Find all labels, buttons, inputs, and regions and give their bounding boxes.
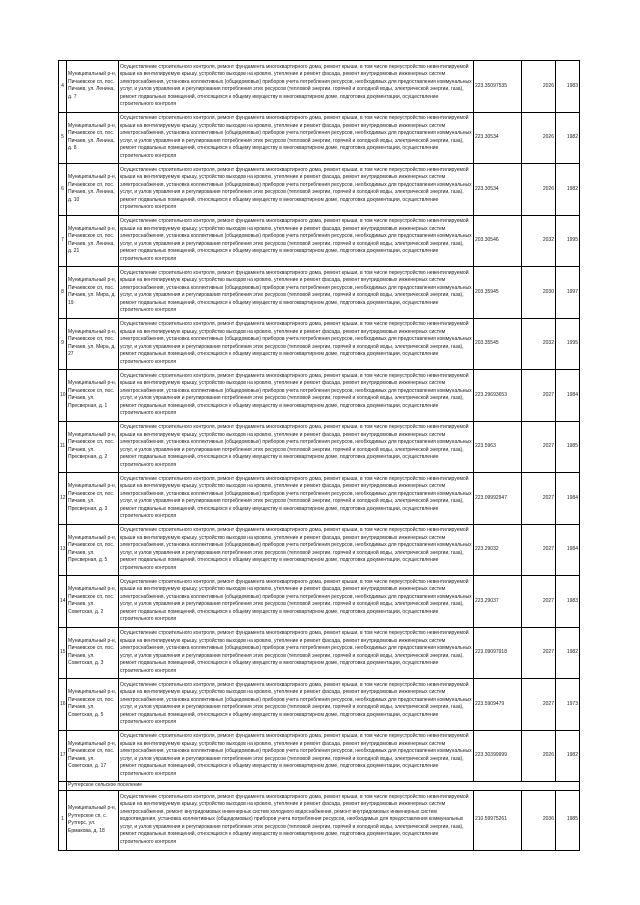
address-cell: Муниципальный р-н, Пичаевское сп, пос. Пичаев, ул. Пресверная, д. 5	[67, 524, 119, 576]
work-description-cell: Осуществление строительного контроля, ремонт фундамента многоквартирного дома, ремонт крыши, в том числе переустройство невентилируемой крыши на вентилируемую крышу, устройство выходов на кровлю, утепление и ремонт фасада, ремонт внутридомовых инженерных систем электроснабжения, установка коллективных (общедомовых) приборов учета потребления ресурсов, необходимых для предоставления коммунальных услуг, и узлов управления и регулирования потребления этих ресурсов (тепловой энергии, горячей и холодной воды, электрической энергии, газа), ремонт подвальных помещений, относящихся к общему имуществу в многоквартирном доме, подготовка документации, осуществление строительного контроля	[119, 679, 474, 731]
built-year-cell: 1983	[556, 61, 580, 113]
table-row	[59, 473, 580, 525]
section-spacer	[59, 782, 67, 791]
work-description-cell: Осуществление строительного контроля, ремонт фундамента многоквартирного дома, ремонт крыши, в том числе переустройство невентилируемой крыши на вентилируемую крышу, устройство выходов на кровлю, утепление и ремонт фасада, ремонт внутридомовых инженерных систем электроснабжения, установка коллективных (общедомовых) приборов учета потребления ресурсов, необходимых для предоставления коммунальных услуг, и узлов управления и регулирования потребления этих ресурсов (тепловой энергии, горячей и холодной воды, электрической энергии, газа), ремонт подвальных помещений, относящихся к общему имуществу в многоквартирном доме, подготовка документации, осуществление строительного контроля	[119, 267, 474, 319]
planned-year-cell: 2030	[522, 267, 556, 319]
address-cell: Муниципальный р-н, Пичаевское сп, пос. Пичаев, ул. Пресверная, д. 1	[67, 370, 119, 422]
work-description-cell: Осуществление строительного контроля, ремонт фундамента многоквартирного дома, ремонт крыши, в том числе переустройство невентилируемой крыши на вентилируемую крышу, устройство выходов на кровлю, утепление и ремонт фасада, ремонт внутридомовых инженерных систем электроснабжения, установка коллективных (общедомовых) приборов учета потребления ресурсов, необходимых для предоставления коммунальных услуг, и узлов управления и регулирования потребления этих ресурсов (тепловой энергии, горячей и холодной воды, электрической энергии, газа), ремонт подвальных помещений, относящихся к общему имуществу в многоквартирном доме, подготовка документации, осуществление строительного контроля	[119, 473, 474, 525]
cost-cell: 223.5963	[474, 421, 522, 473]
address-cell: Муниципальный р-н, Пичаевское сп, пос. Пичаев, ул. Советская, д. 17	[67, 730, 119, 782]
table-row	[59, 267, 580, 319]
table-row	[59, 421, 580, 473]
cost-cell: 203.35945	[474, 267, 522, 319]
work-description-cell: Осуществление строительного контроля, ремонт фундамента многоквартирного дома, ремонт крыши, в том числе переустройство невентилируемой крыши на вентилируемую крышу, устройство выходов на кровлю, утепление и ремонт фасада, ремонт внутридомовых инженерных систем электроснабжения, установка коллективных (общедомовых) приборов учета потребления ресурсов, необходимых для предоставления коммунальных услуг, и узлов управления и регулирования потребления этих ресурсов (тепловой энергии, горячей и холодной воды, электрической энергии, газа), ремонт подвальных помещений, относящихся к общему имуществу в многоквартирном доме, подготовка документации, осуществление строительного контроля	[119, 164, 474, 216]
address-cell: Муниципальный р-н, Пичаевское сп, пос. Пичаев, ул. Ленина, д. 10	[67, 164, 119, 216]
table-row	[59, 164, 580, 216]
built-year-cell: 1982	[556, 164, 580, 216]
document-page	[58, 60, 579, 851]
row-number: 7	[59, 215, 67, 267]
work-description-cell: Осуществление строительного контроля, ремонт фундамента многоквартирного дома, ремонт крыши, в том числе переустройство невентилируемой крыши на вентилируемую крышу, устройство выходов на кровлю, утепление и ремонт фасада, ремонт внутридомовых инженерных систем электроснабжения, установка коллективных (общедомовых) приборов учета потребления ресурсов, необходимых для предоставления коммунальных услуг, и узлов управления и регулирования потребления этих ресурсов (тепловой энергии, горячей и холодной воды, электрической энергии, газа), ремонт подвальных помещений, относящихся к общему имуществу в многоквартирном доме, подготовка документации, осуществление строительного контроля	[119, 318, 474, 370]
planned-year-cell: 2027	[522, 524, 556, 576]
work-description-cell: Осуществление строительного контроля, ремонт фундамента многоквартирного дома, ремонт крыши, в том числе переустройство невентилируемой крыши на вентилируемую крышу, устройство выходов на кровлю, утепление и ремонт фасада, ремонт внутридомовых инженерных систем электроснабжения, установка коллективных (общедомовых) приборов учета потребления ресурсов, необходимых для предоставления коммунальных услуг, и узлов управления и регулирования потребления этих ресурсов (тепловой энергии, горячей и холодной воды, электрической энергии, газа), ремонт подвальных помещений, относящихся к общему имуществу в многоквартирном доме, подготовка документации, осуществление строительного контроля	[119, 215, 474, 267]
table-row	[59, 524, 580, 576]
cost-cell: 223.29032	[474, 524, 522, 576]
planned-year-cell: 2026	[522, 730, 556, 782]
address-cell: Муниципальный р-н, Пичаевское сп, пос. Пичаев, ул. Пресверная, д. 2	[67, 421, 119, 473]
address-cell: Муниципальный р-н, Пичаевское сп, пос. Пичаев, ул. Советская, д. 2	[67, 576, 119, 628]
built-year-cell: 1984	[556, 473, 580, 525]
row-number: 9	[59, 318, 67, 370]
cost-cell: 223.35097535	[474, 61, 522, 113]
planned-year-cell: 2036	[522, 790, 556, 850]
work-description-cell: Осуществление строительного контроля, ремонт фундамента многоквартирного дома, ремонт крыши, в том числе переустройство невентилируемой крыши на вентилируемую крышу, устройство выходов на кровлю, утепление и ремонт фасада, ремонт внутридомовых инженерных систем электроснабжения, установка коллективных (общедомовых) приборов учета потребления ресурсов, необходимых для предоставления коммунальных услуг, и узлов управления и регулирования потребления этих ресурсов (тепловой энергии, горячей и холодной воды, электрической энергии, газа), ремонт подвальных помещений, относящихся к общему имуществу в многоквартирном доме, подготовка документации, осуществление строительного контроля	[119, 524, 474, 576]
row-number: 5	[59, 112, 67, 164]
planned-year-cell: 2026	[522, 164, 556, 216]
address-cell: Муниципальный р-н, Пичаевское сп, пос. Пичаев, ул. Мира, д. 27	[67, 318, 119, 370]
address-cell: Муниципальный р-н, Пичаевское сп, пос. Пичаев, ул. Советская, д. 3	[67, 627, 119, 679]
cost-cell: 223.30534	[474, 164, 522, 216]
row-number: 11	[59, 421, 67, 473]
section-header-row	[59, 782, 580, 791]
cost-cell: 203.35545	[474, 318, 522, 370]
built-year-cell: 1995	[556, 215, 580, 267]
row-number: 15	[59, 627, 67, 679]
cost-cell: 223.5909479	[474, 679, 522, 731]
address-cell: Муниципальный р-н, Пичаевское сп, пос. Пичаев, ул. Ленина, д. 7	[67, 61, 119, 113]
section-title: Рутгерское сельское поселение	[67, 782, 580, 791]
row-number: 17	[59, 730, 67, 782]
table-row	[59, 215, 580, 267]
built-year-cell: 1997	[556, 267, 580, 319]
built-year-cell: 1985	[556, 421, 580, 473]
table-row	[59, 679, 580, 731]
cost-cell: 210.59975261	[474, 790, 522, 850]
table-row	[59, 318, 580, 370]
cost-cell: 203.30546	[474, 215, 522, 267]
built-year-cell: 1973	[556, 679, 580, 731]
table-row	[59, 730, 580, 782]
row-number: 16	[59, 679, 67, 731]
table-row	[59, 790, 580, 850]
planned-year-cell: 2026	[522, 112, 556, 164]
cost-cell: 223.30399999	[474, 730, 522, 782]
planned-year-cell: 2027	[522, 370, 556, 422]
row-number: 1	[59, 790, 67, 850]
work-description-cell: Осуществление строительного контроля, ремонт фундамента многоквартирного дома, ремонт крыши, в том числе переустройство невентилируемой крыши на вентилируемую крышу, устройство выходов на кровлю, утепление и ремонт фасада, ремонт внутридомовых инженерных систем электроснабжения, установка коллективных (общедомовых) приборов учета потребления ресурсов, необходимых для предоставления коммунальных услуг, и узлов управления и регулирования потребления этих ресурсов (тепловой энергии, горячей и холодной воды, электрической энергии, газа), ремонт подвальных помещений, относящихся к общему имуществу в многоквартирном доме, подготовка документации, осуществление строительного контроля	[119, 112, 474, 164]
built-year-cell: 1982	[556, 730, 580, 782]
work-description-cell: Осуществление строительного контроля, ремонт фундамента многоквартирного дома, ремонт крыши, в том числе переустройство невентилируемой крыши на вентилируемую крышу, устройство выходов на кровлю, утепление и ремонт фасада, ремонт внутридомовых инженерных систем электроснабжения, установка коллективных (общедомовых) приборов учета потребления ресурсов, необходимых для предоставления коммунальных услуг, и узлов управления и регулирования потребления этих ресурсов (тепловой энергии, горячей и холодной воды, электрической энергии, газа), ремонт подвальных помещений, относящихся к общему имуществу в многоквартирном доме, подготовка документации, осуществление строительного контроля	[119, 730, 474, 782]
table-row	[59, 112, 580, 164]
address-cell: Муниципальный р-н, Пичаевское сп, пос. Пичаев, ул. Советская, д. 5	[67, 679, 119, 731]
built-year-cell: 1982	[556, 112, 580, 164]
address-cell: Муниципальный р-н, Рутгерское сп, с. Рутгерс, ул. Ермакова, д. 18	[67, 790, 119, 850]
address-cell: Муниципальный р-н, Пичаевское сп, пос. Пичаев, ул. Мира, д. 19	[67, 267, 119, 319]
table-row	[59, 576, 580, 628]
planned-year-cell: 2027	[522, 627, 556, 679]
planned-year-cell: 2026	[522, 61, 556, 113]
row-number: 10	[59, 370, 67, 422]
work-description-cell: Осуществление строительного контроля, ремонт фундамента многоквартирного дома, ремонт крыши, в том числе переустройство невентилируемой крыши на вентилируемую крышу, устройство выходов на кровлю, утепление и ремонт фасада, ремонт внутридомовых инженерных систем электроснабжения, установка коллективных (общедомовых) приборов учета потребления ресурсов, необходимых для предоставления коммунальных услуг, и узлов управления и регулирования потребления этих ресурсов (тепловой энергии, горячей и холодной воды, электрической энергии, газа), ремонт подвальных помещений, относящихся к общему имуществу в многоквартирном доме, подготовка документации, осуществление строительного контроля	[119, 370, 474, 422]
built-year-cell: 1984	[556, 524, 580, 576]
work-description-cell: Осуществление строительного контроля, ремонт фундамента многоквартирного дома, ремонт крыши, в том числе переустройство невентилируемой крыши на вентилируемую крышу, устройство выходов на кровлю, утепление и ремонт фасада, ремонт внутридомовых инженерных систем электроснабжения, установка коллективных (общедомовых) приборов учета потребления ресурсов, необходимых для предоставления коммунальных услуг, и узлов управления и регулирования потребления этих ресурсов (тепловой энергии, горячей и холодной воды, электрической энергии, газа), ремонт подвальных помещений, относящихся к общему имуществу в многоквартирном доме, подготовка документации, осуществление строительного контроля	[119, 627, 474, 679]
row-number: 6	[59, 164, 67, 216]
row-number: 14	[59, 576, 67, 628]
planned-year-cell: 2027	[522, 576, 556, 628]
capital-repair-table	[58, 60, 580, 851]
built-year-cell: 1983	[556, 576, 580, 628]
work-description-cell: Осуществление строительного контроля, ремонт фундамента многоквартирного дома, ремонт крыши, в том числе переустройство невентилируемой крыши на вентилируемую крышу, устройство выходов на кровлю, утепление и ремонт фасада, ремонт внутридомовых инженерных систем электроснабжения, установка коллективных (общедомовых) приборов учета потребления ресурсов, необходимых для предоставления коммунальных услуг, и узлов управления и регулирования потребления этих ресурсов (тепловой энергии, горячей и холодной воды, электрической энергии, газа), ремонт подвальных помещений, относящихся к общему имуществу в многоквартирном доме, подготовка документации, осуществление строительного контроля	[119, 576, 474, 628]
cost-cell: 223.30534	[474, 112, 522, 164]
cost-cell: 223.09992947	[474, 473, 522, 525]
table-body	[59, 61, 580, 851]
address-cell: Муниципальный р-н, Пичаевское сп, пос. Пичаев, ул. Ленина, д. 21	[67, 215, 119, 267]
address-cell: Муниципальный р-н, Пичаевское сп, пос. Пичаев, ул. Пресверная, д. 3	[67, 473, 119, 525]
cost-cell: 223.29693653	[474, 370, 522, 422]
built-year-cell: 1985	[556, 790, 580, 850]
row-number: 8	[59, 267, 67, 319]
planned-year-cell: 2027	[522, 679, 556, 731]
built-year-cell: 1982	[556, 627, 580, 679]
work-description-cell: Осуществление строительного контроля, ремонт фундамента многоквартирного дома, ремонт крыши, в том числе переустройство невентилируемой крыши на вентилируемую крышу, устройство выходов на кровлю, утепление и ремонт фасада, ремонт внутридомовых инженерных систем электроснабжения, ремонт внутридомовых инженерных систем холодного водоснабжения, ремонт внутридомовых инженерных систем водоотведения, установка коллективных (общедомовых) приборов учета потребления ресурсов, необходимых для предоставления коммунальных услуг, и узлов управления и регулирования потребления этих ресурсов (тепловой энергии, горячей и холодной воды, электрической энергии, газа), ремонт подвальных помещений, относящихся к общему имуществу в многоквартирном доме, подготовка документации, осуществление строительного контроля	[119, 790, 474, 850]
table-row	[59, 370, 580, 422]
built-year-cell: 1995	[556, 318, 580, 370]
table-row	[59, 627, 580, 679]
planned-year-cell: 2027	[522, 421, 556, 473]
work-description-cell: Осуществление строительного контроля, ремонт фундамента многоквартирного дома, ремонт крыши, в том числе переустройство невентилируемой крыши на вентилируемую крышу, устройство выходов на кровлю, утепление и ремонт фасада, ремонт внутридомовых инженерных систем электроснабжения, установка коллективных (общедомовых) приборов учета потребления ресурсов, необходимых для предоставления коммунальных услуг, и узлов управления и регулирования потребления этих ресурсов (тепловой энергии, горячей и холодной воды, электрической энергии, газа), ремонт подвальных помещений, относящихся к общему имуществу в многоквартирном доме, подготовка документации, осуществление строительного контроля	[119, 61, 474, 113]
planned-year-cell: 2032	[522, 215, 556, 267]
planned-year-cell: 2027	[522, 473, 556, 525]
cost-cell: 223.09097918	[474, 627, 522, 679]
address-cell: Муниципальный р-н, Пичаевское сп, пос. Пичаев, ул. Ленина, д. 8	[67, 112, 119, 164]
work-description-cell: Осуществление строительного контроля, ремонт фундамента многоквартирного дома, ремонт крыши, в том числе переустройство невентилируемой крыши на вентилируемую крышу, устройство выходов на кровлю, утепление и ремонт фасада, ремонт внутридомовых инженерных систем электроснабжения, установка коллективных (общедомовых) приборов учета потребления ресурсов, необходимых для предоставления коммунальных услуг, и узлов управления и регулирования потребления этих ресурсов (тепловой энергии, горячей и холодной воды, электрической энергии, газа), ремонт подвальных помещений, относящихся к общему имуществу в многоквартирном доме, подготовка документации, осуществление строительного контроля	[119, 421, 474, 473]
cost-cell: 223.29037	[474, 576, 522, 628]
row-number: 12	[59, 473, 67, 525]
table-row	[59, 61, 580, 113]
row-number: 4	[59, 61, 67, 113]
row-number: 13	[59, 524, 67, 576]
planned-year-cell: 2032	[522, 318, 556, 370]
built-year-cell: 1984	[556, 370, 580, 422]
